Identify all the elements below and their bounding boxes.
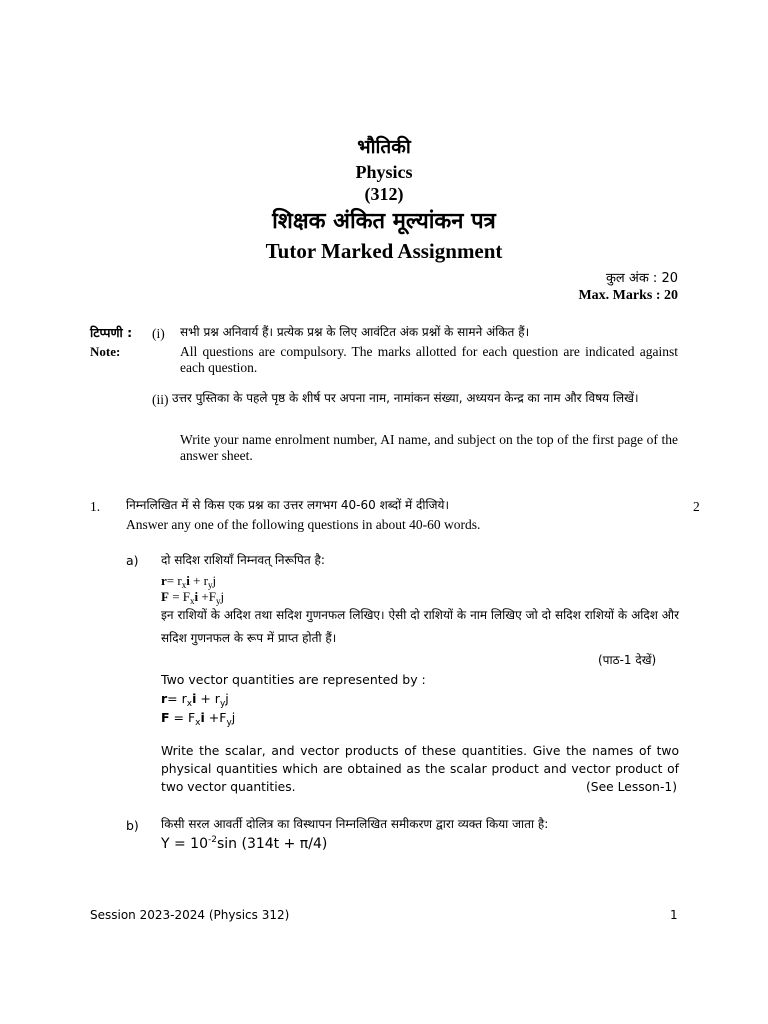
question-english: Answer any one of the following questions in about 40-60 words. [126,517,481,532]
question-hindi: निम्नलिखित में से किस एक प्रश्न का उत्तर लगभग 40-60 शब्दों में दीजिये। [126,498,450,512]
note-1-hindi: सभी प्रश्न अनिवार्य हैं। प्रत्येक प्रश्न के लिए आवंटित अंक प्रश्नों के सामने अंकित हैं। [180,325,530,339]
subject-title-hindi: भौतिकी [357,136,411,158]
note-2-hindi: उत्तर पुस्तिका के पहले पृष्ठ के शीर्ष पर अपना नाम, नामांकन संख्या, अध्ययन केन्द्र का नाम और विषय लिखें। [172,391,639,405]
note-1-number: (i) [152,326,165,341]
part-a-hindi-body: इन राशियों के अदिश तथा सदिश गुणनफल लिखिए। ऐसी दो राशियों के नाम लिखिए जो दो सदिश राशियों के अदिश और सदिश गुणनफल के रूप में प्राप्त होती हैं। [161,608,679,645]
note-label: Note: [90,344,121,359]
footer-session: Session 2023-2024 (Physics 312) [90,908,290,922]
note-label-hindi: टिप्पणी : [90,325,133,340]
formula-F-hindi: $F = F_xi +F_yj$ [161,589,225,606]
part-a-label: a) [126,553,139,568]
note-1-english: All questions are compulsory. The marks allotted for each question are indicated against each question. [180,344,678,375]
part-b-hindi: किसी सरल आवर्ती दोलित्र का विस्थापन निम्नलिखित समीकरण द्वारा व्यक्त किया जाता है: [161,817,549,831]
note-2-english: Write your name enrolment number, AI name, and subject on the top of the first page of the answer sheet. [180,432,678,463]
subject-title: Physics [355,162,413,182]
formula-F: $F = F_xi +F_yj$ [161,710,236,728]
part-a-english-body: Write the scalar, and vector products of these quantities. Give the names of two physical quantities which are obtained as the scalar product and vector product of two vector quantities. [161,744,679,794]
part-a-english-reference: (See Lesson-1) [580,778,677,796]
part-a-hindi-intro: दो सदिश राशियाँ निम्नवत् निरूपित है: [161,553,325,567]
assignment-title: Tutor Marked Assignment [265,239,503,263]
formula-r-hindi: $r= r_xi + r_yj$ [161,573,217,590]
part-a-hindi-reference: (पाठ-1 देखें) [598,653,657,667]
part-b-equation: $Y = 10^{-2}\sin$ (314t + π/4) [161,835,328,852]
part-a-english-intro: Two vector quantities are represented by : [161,672,426,687]
max-marks-hindi: कुल अंक : 20 [605,271,678,286]
subject-code: (312) [364,184,404,204]
question-number: 1. [90,499,101,514]
part-b-label: b) [126,818,139,833]
max-marks: Max. Marks : 20 [578,288,678,303]
assignment-title-hindi: शिक्षक अंकित मूल्यांकन पत्र [272,209,496,234]
formula-r: $r= r_xi + r_yj$ [161,691,229,709]
question-marks: 2 [693,499,700,514]
note-2-number: (ii) [152,392,169,407]
page-number: 1 [670,908,678,922]
